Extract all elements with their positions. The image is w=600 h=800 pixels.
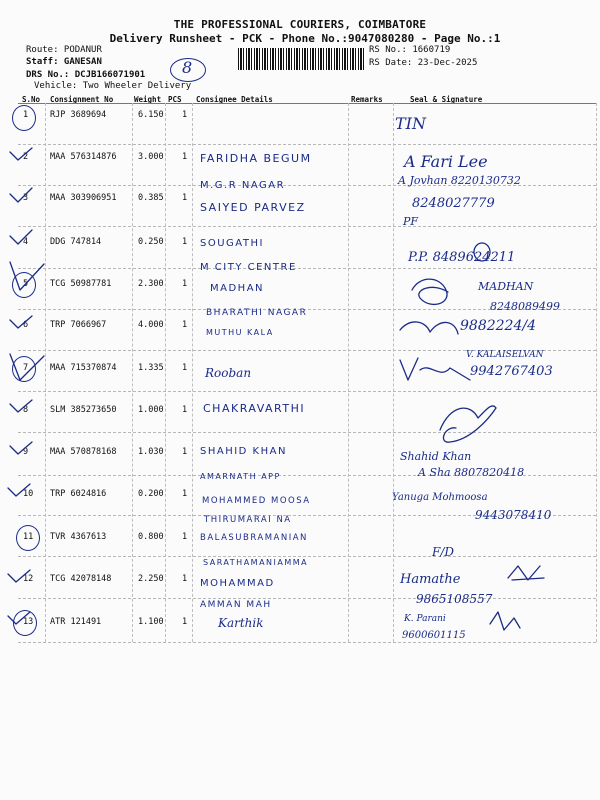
row-consignment: TRP 6024816	[50, 489, 107, 499]
consignee-name: SOUGATHI	[200, 238, 264, 249]
row-consignment: RJP 3689694	[50, 110, 107, 120]
row-sno: 5	[23, 279, 29, 289]
signature: 9882224/4	[460, 318, 536, 334]
row-pcs: 1	[182, 489, 188, 499]
row-consignment: MAA 570878168	[50, 447, 117, 457]
col-pcs: PCS	[168, 95, 182, 104]
signature: V. KALAISELVAN	[466, 350, 544, 360]
consignee-name: FARIDHA BEGUM	[200, 152, 312, 165]
col-seal: Seal & Signature	[410, 95, 483, 104]
row-weight: 1.100	[138, 617, 164, 627]
row-weight: 3.000	[138, 152, 164, 162]
handwritten-count: 8	[182, 58, 193, 77]
consignee-address: THIRUMARAI NA	[204, 515, 292, 525]
row-pcs: 1	[182, 532, 188, 542]
consignee-name: SHAHID KHAN	[200, 446, 287, 457]
consignee-name: Rooban	[205, 366, 252, 380]
consignee-name: Karthik	[218, 616, 264, 630]
consignee-address: AMARNATH APP	[200, 472, 281, 481]
col-consignee: Consignee Details	[196, 95, 273, 104]
row-sno: 11	[23, 532, 34, 542]
drs-label: DRS No.: DCJB166071901	[26, 70, 146, 80]
consignee-name: MOHAMMAD	[200, 578, 275, 589]
consignee-name: MOHAMMED MOOSA	[202, 496, 311, 506]
row-sno: 1	[23, 110, 29, 120]
row-sno: 9	[23, 447, 29, 457]
col-weight: Weight	[134, 95, 162, 104]
signature: 9600601115	[402, 630, 466, 641]
row-consignment: MAA 715370874	[50, 363, 117, 373]
signature: F/D	[432, 545, 454, 559]
row-sno: 10	[23, 489, 34, 499]
signature: Yanuga Mohmoosa	[392, 492, 488, 503]
signature: Hamathe	[400, 572, 461, 587]
signature: PF	[403, 215, 419, 228]
consignee-address: AMMAN MAH	[200, 600, 272, 610]
signature: K. Parani	[404, 614, 446, 624]
vehicle-label: Vehicle: Two Wheeler Delivery	[34, 81, 192, 91]
row-consignment: TRP 7066967	[50, 320, 107, 330]
consignee-address: SARATHAMANIAMMA	[203, 558, 309, 567]
row-consignment: MAA 303906951	[50, 193, 117, 203]
signature-scribble	[400, 322, 458, 334]
signature: 9443078410	[475, 508, 552, 522]
row-sno: 3	[23, 193, 29, 203]
row-consignment: SLM 385273650	[50, 405, 117, 415]
row-pcs: 1	[182, 447, 188, 457]
row-sno: 6	[23, 320, 29, 330]
document-title: THE PROFESSIONAL COURIERS, COIMBATORE	[173, 18, 427, 31]
signature: A Sha 8807820418	[418, 466, 525, 479]
row-pcs: 1	[182, 110, 188, 120]
row-weight: 6.150	[138, 110, 164, 120]
route-label: Route: PODANUR	[26, 45, 102, 55]
signature: 8248027779	[412, 196, 495, 211]
signature-scribble	[474, 243, 490, 261]
consignee-name: CHAKRAVARTHI	[203, 402, 306, 415]
signature: TIN	[395, 114, 426, 133]
row-consignment: TVR 4367613	[50, 532, 107, 542]
signature: 9942767403	[470, 364, 553, 379]
consignee-name: BALASUBRAMANIAN	[200, 533, 308, 543]
row-pcs: 1	[182, 279, 188, 289]
row-sno: 13	[23, 617, 34, 627]
document-subtitle: Delivery Runsheet - PCK - Phone No.:9047080280 - Page No.:1	[109, 32, 501, 45]
signature: A Jovhan 8220130732	[398, 174, 521, 187]
signature: A Fari Lee	[404, 152, 488, 171]
col-sno: S.No	[22, 95, 41, 104]
row-pcs: 1	[182, 320, 188, 330]
signature: 8248089499	[490, 300, 560, 313]
row-pcs: 1	[182, 193, 188, 203]
row-weight: 1.000	[138, 405, 164, 415]
col-remarks: Remarks	[351, 95, 383, 104]
consignee-address: M CITY CENTRE	[200, 262, 297, 273]
consignee-name: MADHAN	[210, 283, 265, 294]
signature-scribble	[400, 358, 470, 380]
consignee-name: SAIYED PARVEZ	[200, 201, 306, 214]
row-weight: 2.250	[138, 574, 164, 584]
row-consignment: DDG 747814	[50, 237, 102, 247]
row-sno: 12	[23, 574, 34, 584]
signature-scribble	[412, 279, 448, 304]
row-sno: 8	[23, 405, 29, 415]
signature-scribble	[490, 612, 520, 630]
row-pcs: 1	[182, 574, 188, 584]
row-pcs: 1	[182, 237, 188, 247]
row-consignment: TCG 50987781	[50, 279, 112, 289]
row-pcs: 1	[182, 152, 188, 162]
row-pcs: 1	[182, 617, 188, 627]
row-sno: 2	[23, 152, 29, 162]
row-consignment: TCG 42078148	[50, 574, 112, 584]
signature: MADHAN	[478, 280, 534, 293]
row-pcs: 1	[182, 405, 188, 415]
signature-scribble	[440, 406, 496, 442]
row-consignment: ATR 121491	[50, 617, 102, 627]
consignee-address: BHARATHI NAGAR	[206, 308, 308, 318]
row-weight: 0.200	[138, 489, 164, 499]
row-sno: 7	[23, 363, 29, 373]
row-weight: 1.335	[138, 363, 164, 373]
row-weight: 2.300	[138, 279, 164, 289]
signature: Shahid Khan	[400, 450, 472, 463]
signature: P.P. 8489624211	[408, 250, 516, 265]
row-sno: 4	[23, 237, 29, 247]
row-weight: 1.030	[138, 447, 164, 457]
row-weight: 0.800	[138, 532, 164, 542]
signature-scribble	[508, 566, 544, 580]
row-weight: 4.000	[138, 320, 164, 330]
staff-label: Staff: GANESAN	[26, 57, 102, 67]
row-consignment: MAA 576314876	[50, 152, 117, 162]
row-weight: 0.250	[138, 237, 164, 247]
row-pcs: 1	[182, 363, 188, 373]
signature: 9865108557	[416, 592, 493, 606]
rs-number: RS No.: 1660719	[369, 45, 451, 55]
rs-date: RS Date: 23-Dec-2025	[369, 58, 478, 68]
row-weight: 0.385	[138, 193, 164, 203]
consignee-name: MUTHU KALA	[206, 328, 274, 337]
consignee-address: M.G.R NAGAR	[200, 180, 286, 191]
col-consignment: Consignment No	[50, 95, 114, 104]
